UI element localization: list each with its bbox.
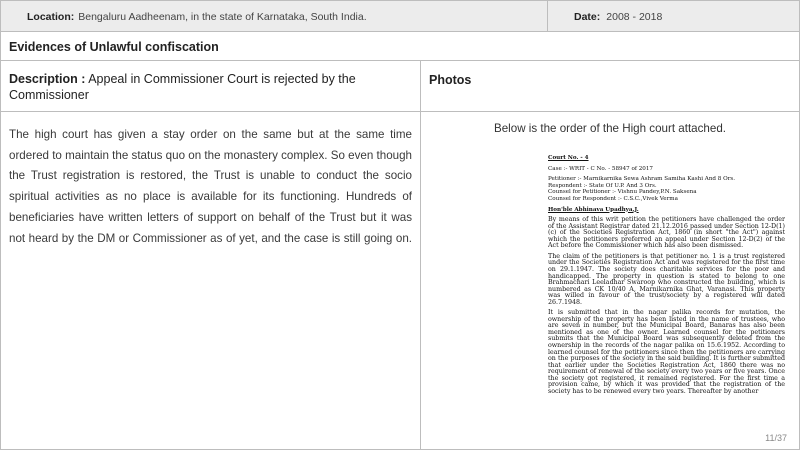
body-row <box>0 111 800 450</box>
body-text: The high court has given a stay order on the same but at the same time ordered to maintain the status quo on the monastery complex. So even though the Trust registration is restored, the Trust is unable to conduct the socio spiritual activities as no place is available for its functioning. Hundreds of beneficiaries have written letters of support on behalf of the Trust but it was not heard by the DM or Commissioner as of yet, and the case is still going on. <box>0 111 421 450</box>
description-row <box>0 60 800 112</box>
order-paragraph-2: The claim of the petitioners is that petitioner no. 1 is a trust registered under the Societies Registration Act and was registered for the first time on 29.1.1947. The society does charitable services for the poor and handicapped. The property in question is stated to belong to one Brahmachari Leeladhar Swaroop who constructed the building, which is numbered as CK 10/40 A, Marnikarnika Ghat, Varanasi. This property was willed in favour of the trust/society by a registered will dated 26.7.1948. <box>548 252 785 306</box>
page-number: 11/37 <box>765 433 787 443</box>
photos-cell <box>420 111 800 450</box>
location-label: Location: <box>27 11 75 23</box>
order-paragraph-1: By means of this writ petition the petitioners have challenged the order of the Assistant Registrar dated 21.12.2016 passed under Section 12-D(1)(c) of the Societies Registration Act, 1860 (in short "the Act") against which the petitioners preferred an appeal under Section 12-D(2) of the Act before the Commissioner which has also been dismissed. <box>548 216 785 250</box>
respondent-line: Respondent :- State Of U.P. And 3 Ors. <box>548 182 657 189</box>
location-value: Bengaluru Aadheenam, in the state of Karnataka, South India. <box>78 11 367 23</box>
header-row <box>0 0 800 32</box>
section-title: Evidences of Unlawful confiscation <box>0 31 800 61</box>
date-value: 2008 - 2018 <box>606 11 663 23</box>
date-label: Date: <box>574 11 601 23</box>
description-text: Appeal in Commissioner Court is rejected by the Commissioner <box>9 72 356 102</box>
counsel-respondent-line: Counsel for Respondent :- C.S.C.,Vivek Verma <box>548 195 678 202</box>
order-paragraph-3: It is submitted that in the nagar palika records for mutation, the ownership of the property has been listed in the name of trustees, who are seven in number, but the Municipal Board, Banaras has also been mentioned as one of the owner. Learned counsel for the petitioners submits that the Municipal Board was subsequently deleted from the ownership in the records of the nagar palika on 15.6.1952. According to learned counsel for the petitioners since then the petitioners are carrying on the purposes of the society in the said building. It is further submitted that earlier under the Societies Registration Act, 1860 there was no requirement of renewal of the society every two years or five years. Once the society got registered, it remained registered. For the first time a provision came, by which it was provided that the registration of the society has to be renewed every two years. Thereafter by another <box>548 309 785 395</box>
court-no: Court No. - 4 <box>548 155 589 161</box>
section-title-row <box>0 31 800 61</box>
location-cell <box>0 0 548 32</box>
description-cell <box>0 60 421 112</box>
description-label: Description : <box>9 72 86 86</box>
counsel-petitioner-line: Counsel for Petitioner :- Vishnu Pandey,P.N. Saksena <box>548 189 697 196</box>
case-line: Case :- WRIT - C No. - 58947 of 2017 <box>548 165 653 172</box>
judge-line: Hon'ble Abhinava Upadhya,J. <box>548 206 639 213</box>
petitioner-line: Petitioner :- Marnikarnika Sewa Ashram Samiha Kashi And 8 Ors. <box>548 176 736 183</box>
court-order-image <box>548 155 785 455</box>
photos-label: Photos <box>420 60 800 112</box>
photo-caption: Below is the order of the High court attached. <box>493 122 726 135</box>
date-cell <box>547 0 800 32</box>
